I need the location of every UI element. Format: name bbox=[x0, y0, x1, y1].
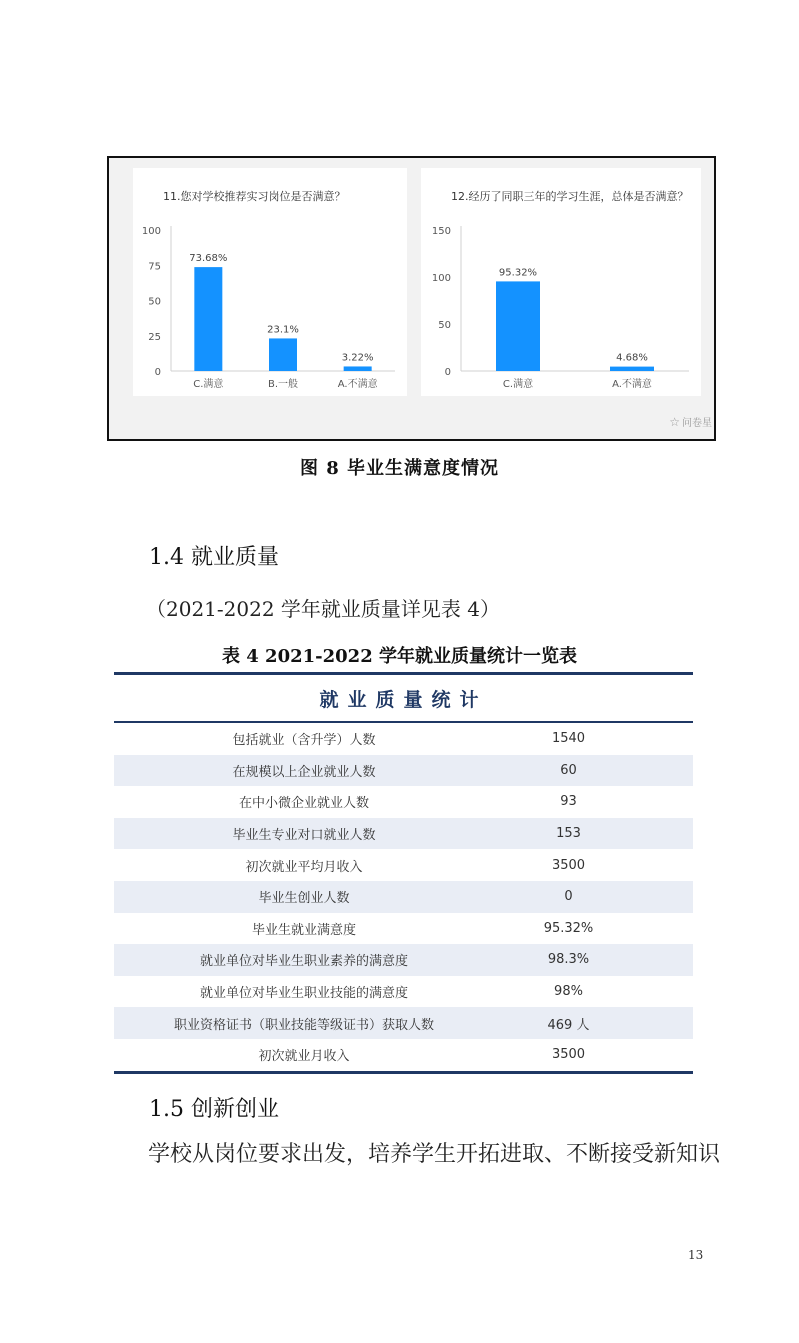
chart-title-1: 11.您对学校推荐实习岗位是否满意？ bbox=[163, 190, 346, 203]
y-tick-label: 100 bbox=[141, 226, 161, 237]
row-value: 469 人 bbox=[547, 1017, 590, 1033]
x-tick-label: B.一般 bbox=[267, 379, 299, 390]
row-label: 在中小微企业就业人数 bbox=[238, 796, 369, 812]
y-tick-label: 50 bbox=[438, 320, 451, 331]
table-row bbox=[114, 723, 693, 755]
y-tick-label: 50 bbox=[148, 296, 161, 308]
table-row bbox=[114, 1007, 693, 1039]
y-tick-label: 25 bbox=[148, 331, 161, 343]
table-header: 就业质量统计 bbox=[114, 675, 693, 723]
bar bbox=[344, 366, 372, 371]
x-tick-label: C.满意 bbox=[193, 379, 224, 390]
watermark-text: 问卷星 bbox=[682, 418, 712, 429]
watermark bbox=[669, 414, 712, 429]
table-reference: （2021-2022 学年就业质量详见表 4） bbox=[146, 597, 500, 621]
row-label: 毕业生专业对口就业人数 bbox=[232, 828, 376, 844]
table-row bbox=[114, 944, 693, 976]
row-value: 0 bbox=[564, 889, 573, 905]
row-label: 毕业生就业满意度 bbox=[251, 922, 356, 938]
table-row bbox=[114, 786, 693, 818]
table-row bbox=[114, 976, 693, 1008]
row-value: 98.3% bbox=[547, 952, 590, 968]
row-label: 职业资格证书（职业技能等级证书）获取人数 bbox=[173, 1017, 434, 1033]
chart-2 bbox=[421, 168, 701, 396]
y-tick-label: 150 bbox=[431, 226, 451, 237]
table-row bbox=[114, 818, 693, 850]
row-value: 60 bbox=[560, 762, 577, 778]
row-value: 95.32% bbox=[543, 920, 594, 936]
section-heading-1-5: 1.5 创新创业 bbox=[149, 1097, 279, 1122]
table-row bbox=[114, 913, 693, 945]
data-label: 95.32% bbox=[498, 267, 538, 279]
table-row bbox=[114, 849, 693, 881]
figure-caption: 图 8 毕业生满意度情况 bbox=[299, 458, 500, 479]
chart-title-2: 12.经历了同职三年的学习生涯，总体是否满意？ bbox=[451, 190, 689, 203]
row-label: 就业单位对毕业生职业技能的满意度 bbox=[199, 986, 408, 1002]
bar bbox=[194, 267, 222, 371]
y-tick-label: 100 bbox=[431, 273, 451, 284]
row-value: 153 bbox=[556, 826, 581, 842]
row-label: 就业单位对毕业生职业素养的满意度 bbox=[199, 954, 408, 970]
section-heading-1-4: 1.4 就业质量 bbox=[149, 545, 279, 570]
row-label: 毕业生创业人数 bbox=[258, 891, 350, 907]
table-row bbox=[114, 881, 693, 913]
x-tick-label: A.不满意 bbox=[337, 379, 378, 390]
y-tick-label: 0 bbox=[444, 367, 451, 378]
section-paragraph: 学校从岗位要求出发，培养学生开拓进取、不断接受新知识 bbox=[148, 1142, 721, 1167]
data-label: 4.68% bbox=[616, 352, 648, 364]
y-tick-label: 0 bbox=[154, 367, 161, 378]
employment-quality-table bbox=[114, 672, 693, 1074]
bar bbox=[496, 281, 540, 371]
data-label: 3.22% bbox=[341, 352, 374, 364]
row-value: 3500 bbox=[551, 1047, 586, 1063]
chart-1 bbox=[133, 168, 407, 396]
row-value: 93 bbox=[560, 794, 577, 810]
chart-panel-1 bbox=[133, 168, 407, 396]
row-label: 包括就业（含升学）人数 bbox=[232, 733, 376, 749]
bar bbox=[269, 338, 297, 371]
table-body bbox=[114, 723, 693, 1071]
row-value: 98% bbox=[554, 984, 583, 1000]
chart-panel-2 bbox=[421, 168, 701, 396]
star-icon: ☆ bbox=[669, 415, 680, 429]
x-tick-label: A.不满意 bbox=[612, 379, 652, 390]
row-label: 初次就业平均月收入 bbox=[245, 859, 363, 875]
row-label: 在规模以上企业就业人数 bbox=[232, 764, 376, 780]
x-tick-label: C.满意 bbox=[502, 379, 534, 390]
row-value: 3500 bbox=[551, 857, 586, 873]
table-row bbox=[114, 1039, 693, 1071]
table-row bbox=[114, 755, 693, 787]
row-label: 初次就业月收入 bbox=[258, 1049, 350, 1065]
table-caption: 表 4 2021-2022 学年就业质量统计一览表 bbox=[222, 646, 577, 667]
bar bbox=[610, 367, 654, 371]
page-number: 13 bbox=[688, 1248, 704, 1262]
data-label: 23.1% bbox=[267, 324, 299, 336]
row-value: 1540 bbox=[551, 731, 586, 747]
table-bottom-rule bbox=[114, 1071, 693, 1074]
y-tick-label: 75 bbox=[148, 261, 161, 273]
figure-box bbox=[107, 156, 716, 441]
data-label: 73.68% bbox=[189, 253, 228, 265]
